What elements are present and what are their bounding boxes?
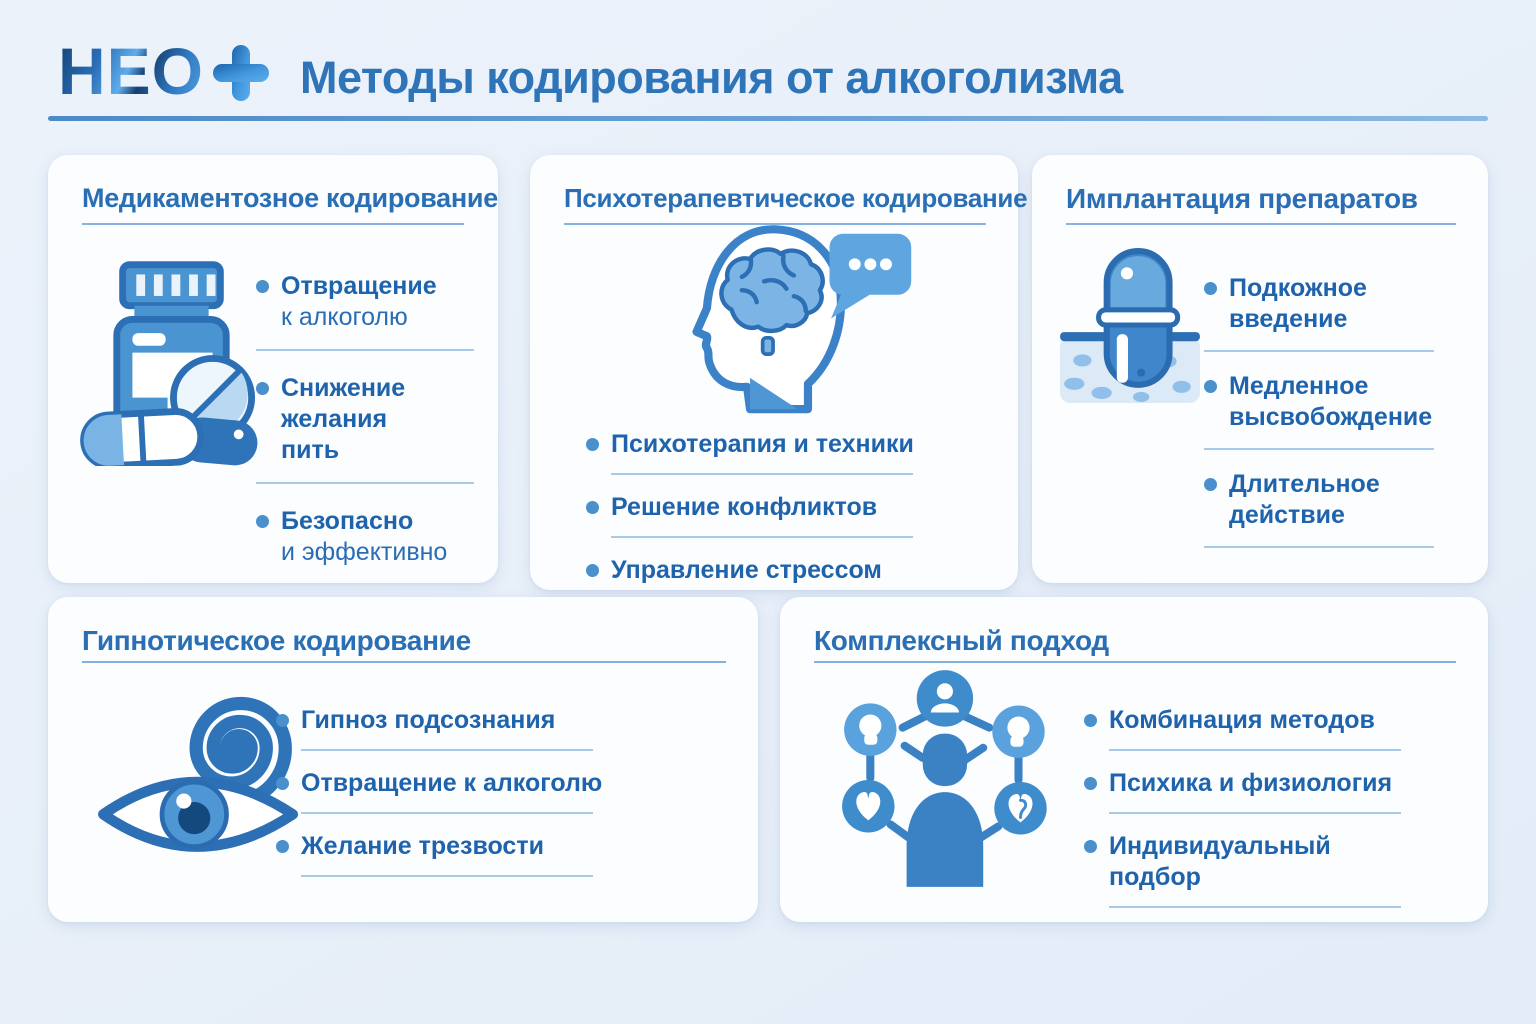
bullet-dot-icon: [1084, 777, 1097, 790]
bullet-dot-icon: [256, 382, 269, 395]
card-title-rule: [82, 223, 464, 225]
card-title: Психотерапевтическое кодирование: [564, 183, 1028, 213]
list-item: [586, 555, 986, 586]
bullet-divider: [256, 349, 474, 351]
bullet-text: Снижение желания: [281, 374, 406, 433]
bullet-list: [276, 705, 606, 894]
bullet-dot-icon: [276, 714, 289, 727]
bullet-text: Психотерапия и техники: [611, 430, 914, 458]
list-item: [586, 429, 986, 460]
list-item: [1204, 273, 1472, 335]
bullet-dot-icon: [276, 840, 289, 853]
list-item: [256, 373, 494, 466]
bullet-divider: [1109, 812, 1401, 814]
bullet-dot-icon: [256, 515, 269, 528]
logo: [58, 34, 272, 108]
network-person-icon: [830, 649, 1082, 901]
bullet-text: Психика и физиология: [1109, 769, 1393, 797]
card-implantation: [1032, 155, 1488, 583]
bullet-list: [1084, 705, 1414, 925]
list-item: [276, 831, 606, 862]
bullet-list: [256, 271, 494, 568]
bullet-dot-icon: [1204, 380, 1217, 393]
bullet-dot-icon: [276, 777, 289, 790]
list-item: [1204, 371, 1472, 433]
plus-icon: [210, 42, 272, 104]
list-item: [1204, 469, 1472, 531]
list-item: [586, 492, 986, 523]
bullet-divider: [1204, 546, 1434, 548]
pill-bottle-icon: [64, 251, 279, 466]
list-item: [256, 271, 494, 333]
implant-icon: [1054, 237, 1206, 413]
card-title: Гипнотическое кодирование: [82, 625, 471, 656]
icon-box: [1054, 237, 1206, 413]
logo-text: НЕО: [58, 34, 205, 108]
header-divider: [48, 116, 1488, 121]
bullet-divider: [1109, 749, 1401, 751]
bullet-divider: [301, 749, 593, 751]
bullet-dot-icon: [586, 438, 599, 451]
list-item: [276, 768, 606, 799]
card-hypnotic-coding: [48, 597, 758, 922]
bullet-text: Решение конфликтов: [611, 493, 878, 521]
list-item: [276, 705, 606, 736]
bullet-text: Индивидуальный подбор: [1109, 832, 1331, 891]
page-title: Методы кодирования от алкоголизма: [300, 52, 1123, 103]
list-item: [1084, 831, 1414, 893]
card-title: Комплексный подход: [814, 625, 1109, 656]
card-title-rule: [1066, 223, 1456, 225]
bullet-text: Отвращение: [281, 272, 437, 300]
icon-box: [614, 213, 944, 421]
head-brain-icon: [614, 213, 944, 421]
card-title: Медикаментозное кодирование: [82, 183, 498, 213]
bullet-divider: [611, 473, 913, 475]
card-complex-approach: [780, 597, 1488, 922]
bullet-divider: [1204, 350, 1434, 352]
card-psychotherapy-coding: [530, 155, 1028, 590]
list-item: [256, 506, 494, 568]
bullet-dot-icon: [1084, 714, 1097, 727]
bullet-dot-icon: [1204, 478, 1217, 491]
card-medication-coding: [48, 155, 498, 583]
bullet-divider: [1204, 448, 1434, 450]
bullet-list: [586, 429, 986, 586]
header: [0, 0, 1536, 130]
bullet-text: Длительное действие: [1229, 470, 1380, 529]
bullet-divider: [256, 482, 474, 484]
list-item: [1084, 705, 1414, 736]
bullet-text: Безопасно: [281, 507, 414, 535]
list-item: [1084, 768, 1414, 799]
bullet-dot-icon: [1084, 840, 1097, 853]
bullet-divider: [611, 536, 913, 538]
bullet-text: Желание трезвости: [301, 832, 544, 860]
bullet-divider: [301, 875, 593, 877]
bullet-dot-icon: [256, 280, 269, 293]
icon-box: [830, 649, 1082, 901]
bullet-divider: [301, 812, 593, 814]
bullet-text-2: пить: [281, 436, 340, 464]
card-title: Имплантация препаратов: [1066, 183, 1418, 214]
bullet-dot-icon: [586, 501, 599, 514]
bullet-text: Подкожное введение: [1229, 274, 1367, 333]
bullet-dot-icon: [586, 564, 599, 577]
bullet-text: Медленное: [1229, 372, 1369, 400]
bullet-text: Комбинация методов: [1109, 706, 1375, 734]
bullet-text: Управление стрессом: [611, 556, 882, 584]
bullet-text-2: и эффективно: [281, 538, 448, 566]
bullet-text-2: к алкоголю: [281, 303, 408, 331]
bullet-list: [1204, 273, 1472, 567]
bullet-text: Отвращение к алкоголю: [301, 769, 603, 797]
icon-box: [64, 251, 279, 466]
bullet-dot-icon: [1204, 282, 1217, 295]
bullet-divider: [1109, 906, 1401, 908]
bullet-text: Гипноз подсознания: [301, 706, 556, 734]
bullet-text-2: высвобождение: [1229, 403, 1433, 431]
